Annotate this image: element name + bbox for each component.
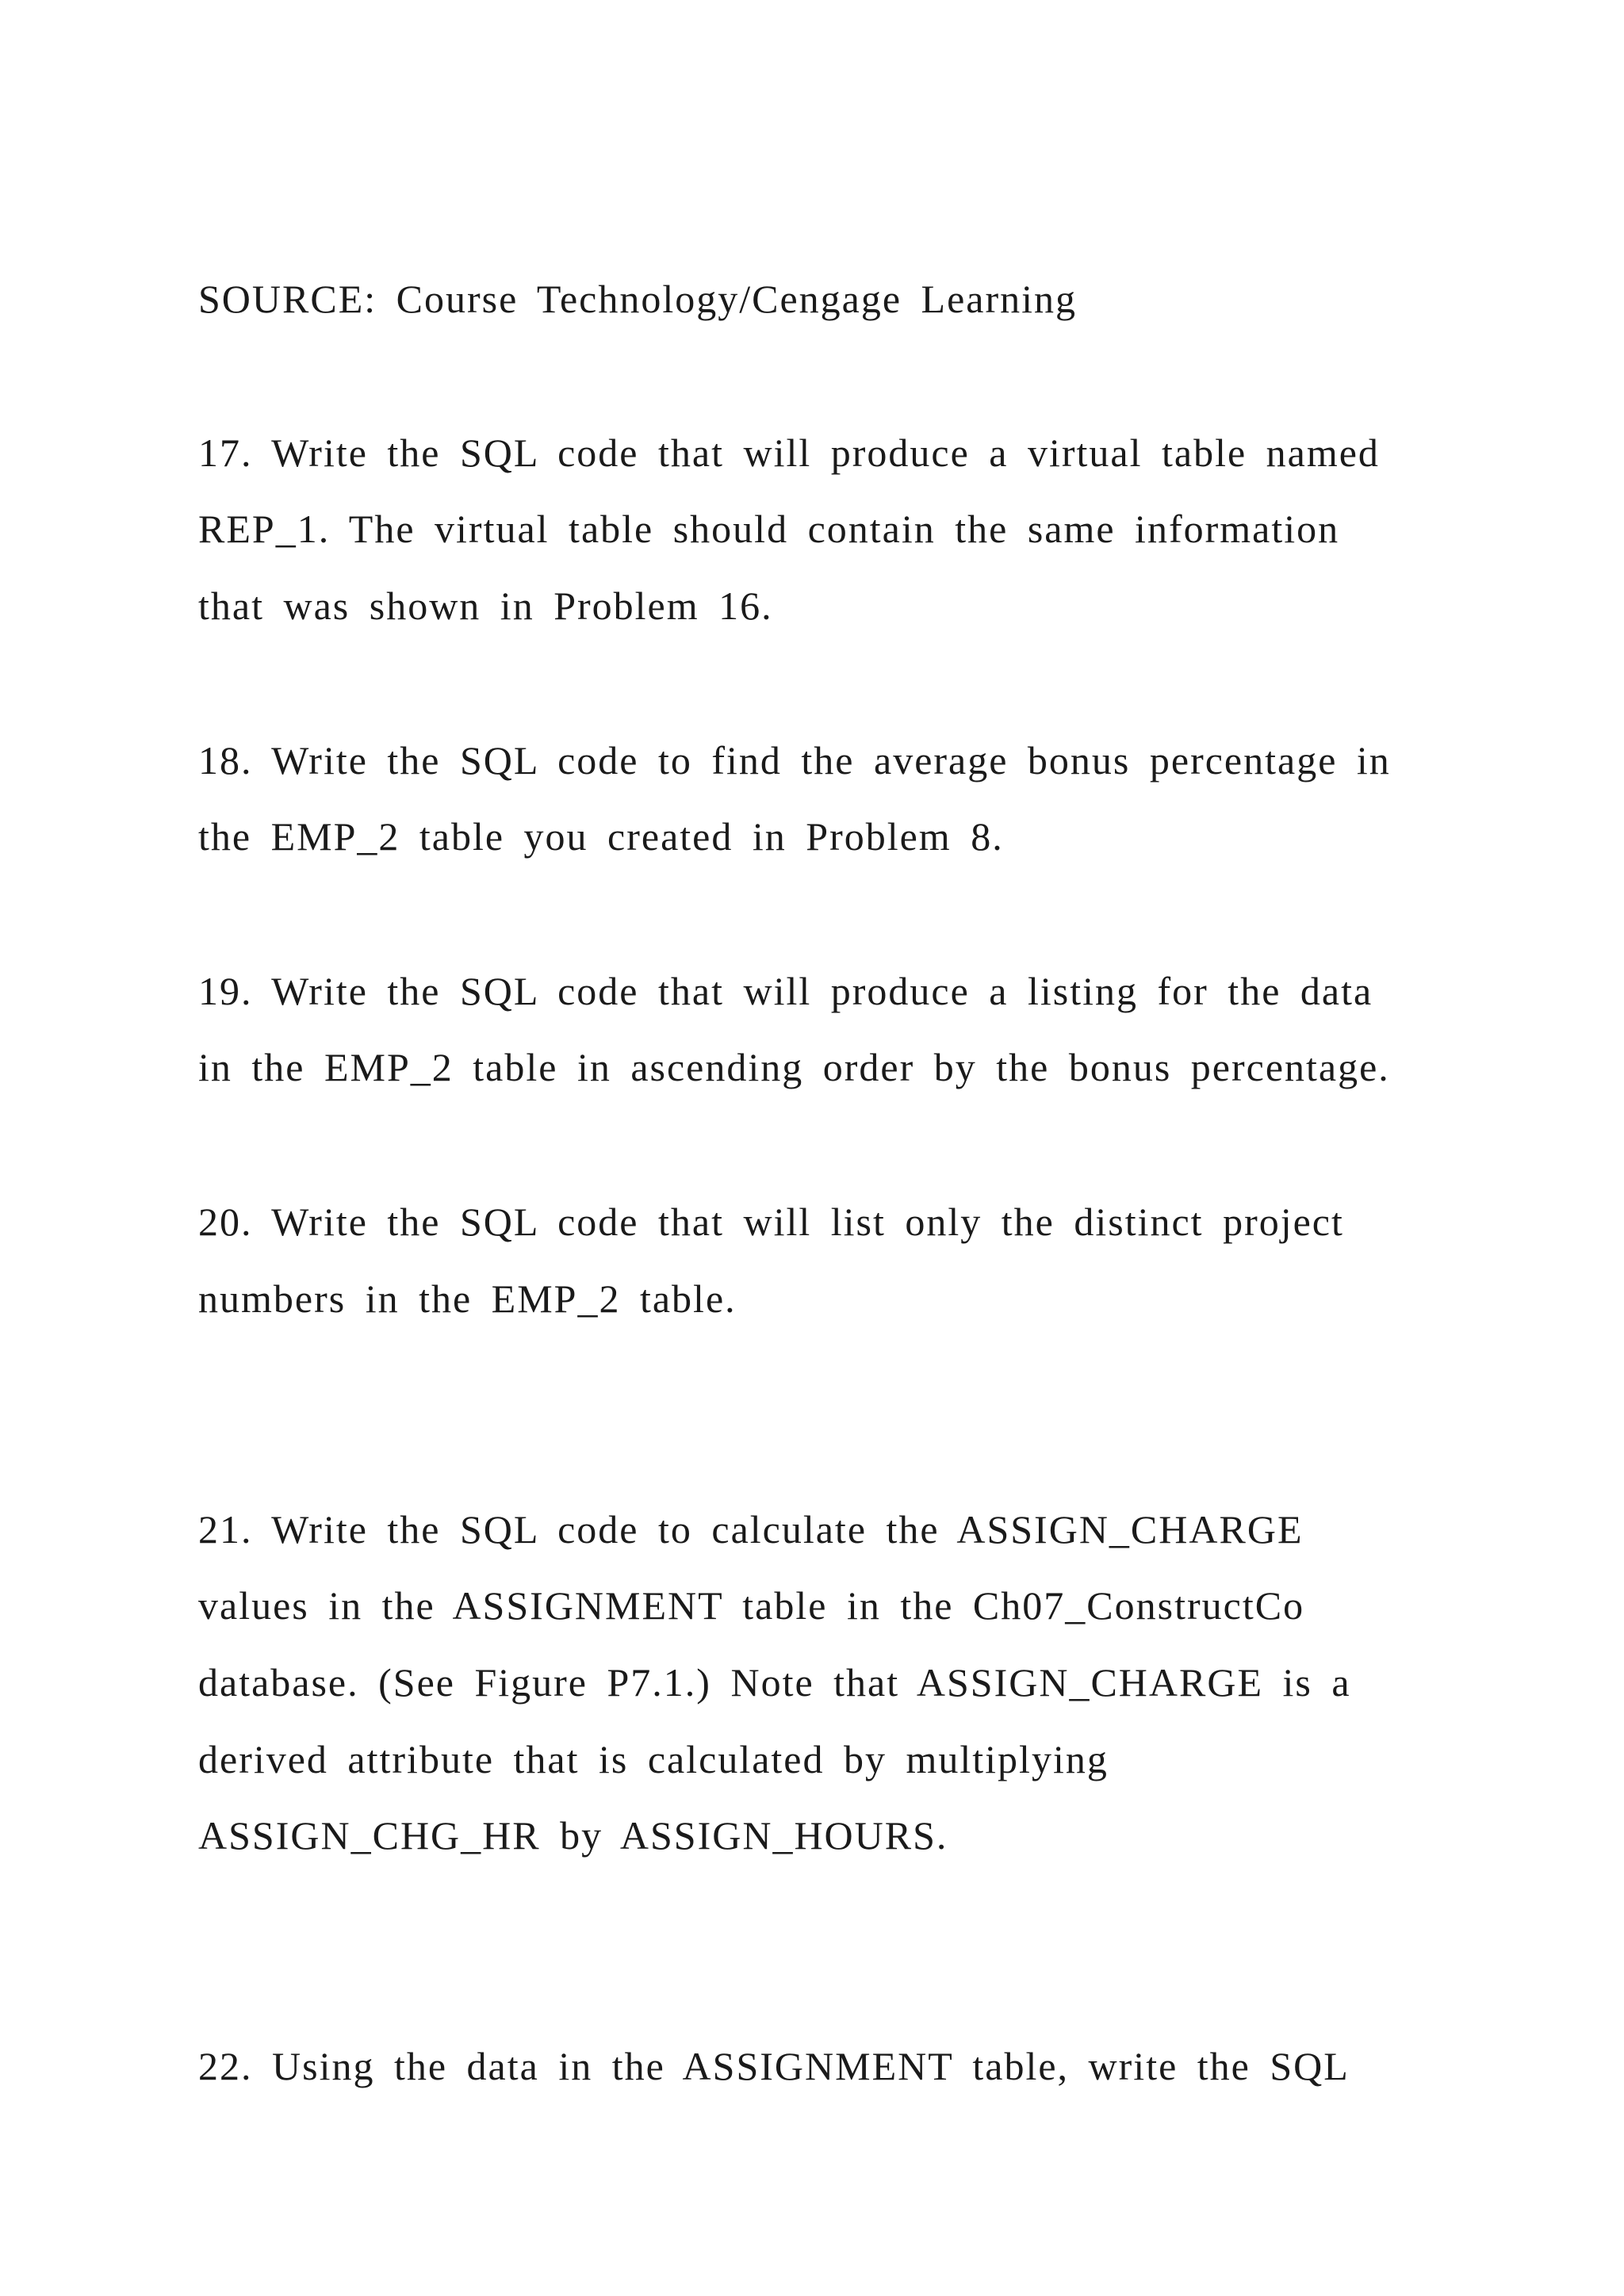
- problem-21-line-2: values in the ASSIGNMENT table in the Ch07_ConstructCo: [198, 1583, 1305, 1628]
- problem-17-line-1: 17. Write the SQL code that will produce a virtual table named: [198, 430, 1380, 475]
- problem-21-line-5: ASSIGN_CHG_HR by ASSIGN_HOURS.: [198, 1813, 948, 1858]
- problem-22-line-1: 22. Using the data in the ASSIGNMENT table, write the SQL: [198, 2044, 1350, 2088]
- problem-17-line-3: that was shown in Problem 16.: [198, 584, 773, 628]
- problem-19-line-1: 19. Write the SQL code that will produce a listing for the data: [198, 969, 1373, 1013]
- problem-21-line-4: derived attribute that is calculated by multiplying: [198, 1737, 1109, 1781]
- problem-21-line-3: database. (See Figure P7.1.) Note that ASSIGN_CHARGE is a: [198, 1660, 1351, 1705]
- problem-17-line-2: REP_1. The virtual table should contain the same information: [198, 507, 1340, 551]
- problem-21-line-1: 21. Write the SQL code to calculate the ASSIGN_CHARGE: [198, 1507, 1304, 1552]
- problem-19-line-2: in the EMP_2 table in ascending order by the bonus percentage.: [198, 1045, 1390, 1089]
- problem-18-line-2: the EMP_2 table you created in Problem 8.: [198, 814, 1004, 859]
- source-line: SOURCE: Course Technology/Cengage Learning: [198, 277, 1078, 321]
- problem-20-line-1: 20. Write the SQL code that will list only the distinct project: [198, 1200, 1344, 1244]
- problem-20-line-2: numbers in the EMP_2 table.: [198, 1276, 737, 1321]
- problem-18-line-1: 18. Write the SQL code to find the average bonus percentage in: [198, 738, 1391, 783]
